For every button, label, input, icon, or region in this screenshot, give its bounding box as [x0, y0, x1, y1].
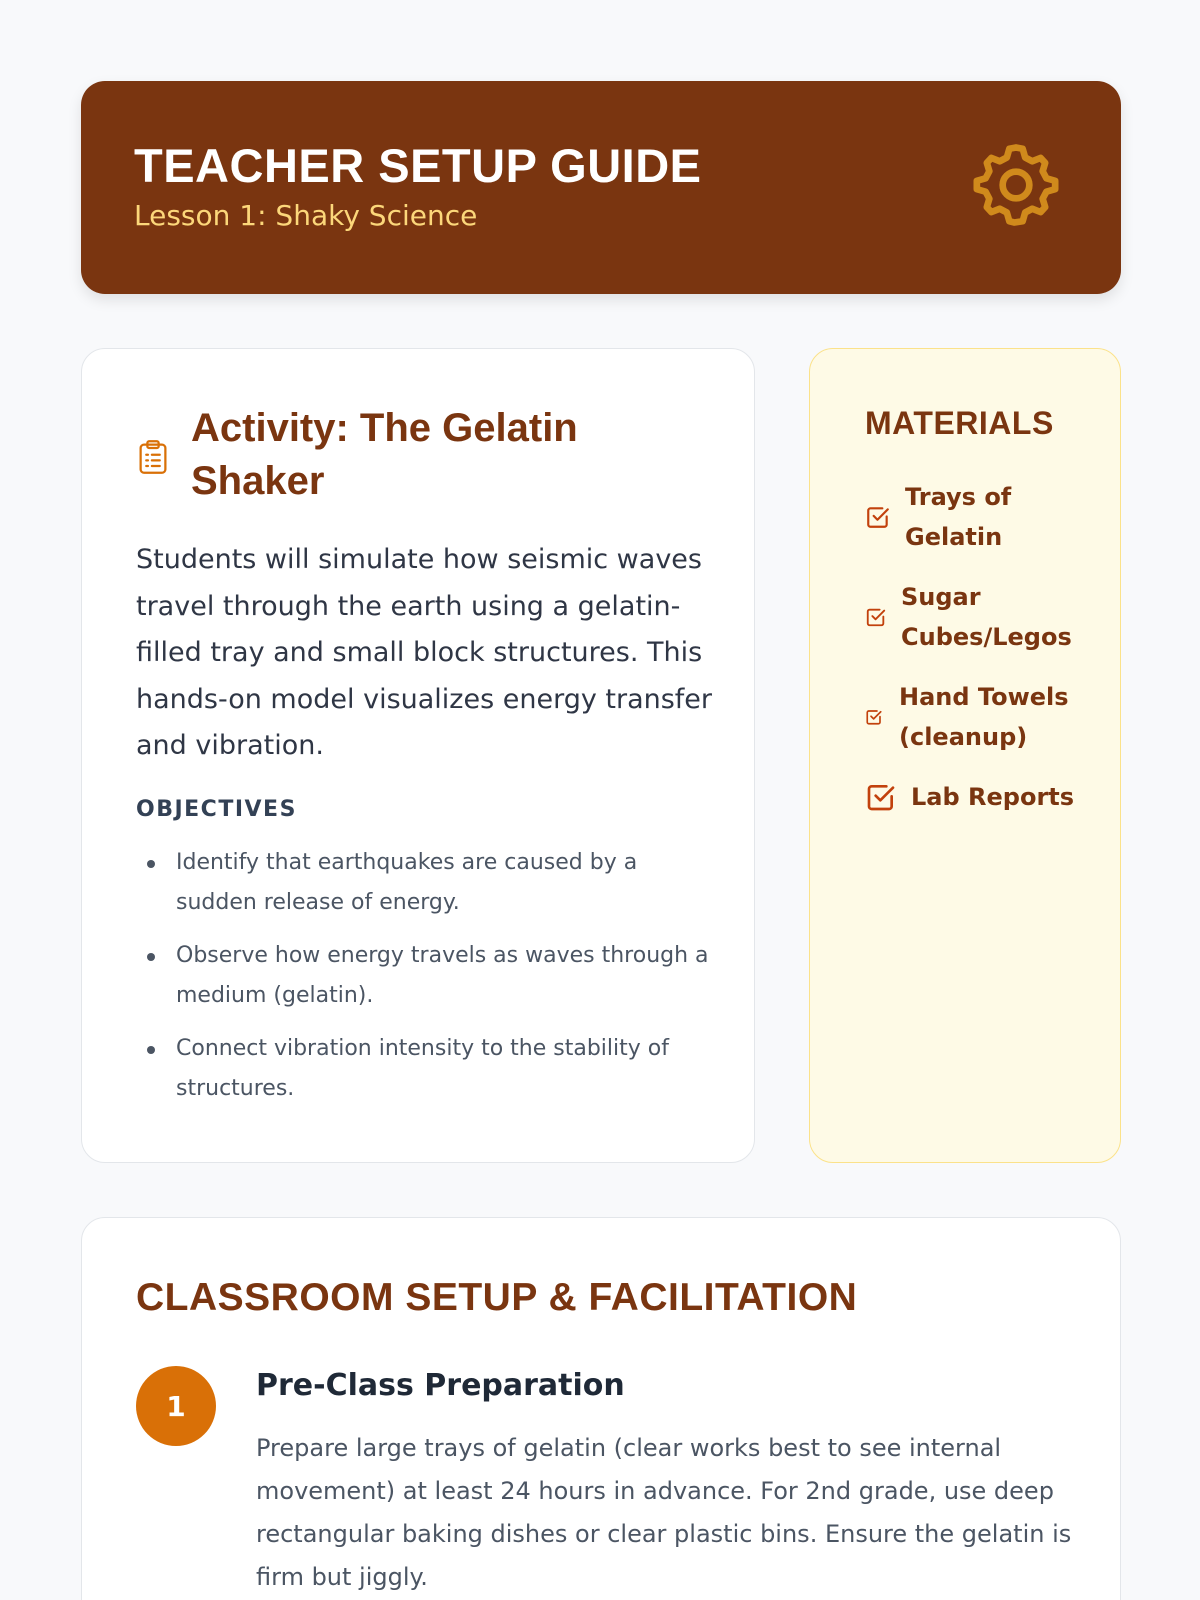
step-number-badge: 1 — [136, 1366, 216, 1446]
header-banner — [81, 81, 1121, 294]
setup-title: CLASSROOM SETUP & FACILITATION — [136, 1276, 858, 1319]
activity-card — [81, 348, 755, 1163]
checkbox-icon — [865, 504, 891, 530]
page-title: TEACHER SETUP GUIDE — [134, 139, 702, 192]
activity-description: Students will simulate how seismic waves travel through the earth using a gelatin-filled tray and small block structures. This hands-on model visualizes energy transfer and vibration. — [136, 544, 713, 761]
step-text: Prepare large trays of gelatin (clear works best to see internal movement) at least 24 hours in advance. For 2nd grade, use deep rectangular baking dishes or clear plastic bins. Ensure the gelatin is firm but jiggly. — [256, 1434, 1072, 1591]
materials-item — [865, 677, 1069, 757]
bullet-icon — [147, 1046, 155, 1054]
objective-text: Observe how energy travels as waves through a medium (gelatin). — [176, 943, 709, 1008]
materials-item-label: Trays of Gelatin — [905, 483, 1012, 551]
bullet-icon — [147, 860, 155, 868]
materials-card — [809, 348, 1121, 1163]
materials-item — [865, 577, 1071, 657]
activity-title: Activity: The Gelatin Shaker — [191, 406, 578, 503]
lesson-subtitle: Lesson 1: Shaky Science — [134, 199, 478, 232]
checkbox-icon — [865, 606, 887, 628]
objective-item — [136, 1029, 716, 1109]
objectives-list — [136, 843, 716, 1122]
objective-text: Identify that earthquakes are caused by a sudden release of energy. — [176, 850, 638, 915]
objective-item — [136, 936, 716, 1016]
materials-title: MATERIALS — [865, 405, 1054, 441]
checkbox-icon — [865, 781, 897, 813]
setup-card — [81, 1217, 1121, 1600]
materials-item — [865, 777, 1074, 817]
objective-item — [136, 843, 716, 923]
materials-item — [865, 477, 1025, 557]
materials-item-label: Hand Towels (cleanup) — [899, 683, 1069, 751]
step-title: Pre-Class Preparation — [256, 1368, 625, 1403]
materials-item-label: Lab Reports — [911, 783, 1075, 811]
checkbox-icon — [865, 708, 883, 726]
gear-icon — [966, 135, 1066, 235]
bullet-icon — [147, 953, 155, 961]
objective-text: Connect vibration intensity to the stability of structures. — [176, 1036, 669, 1101]
materials-item-label: Sugar Cubes/Legos — [901, 583, 1072, 651]
objectives-heading: OBJECTIVES — [136, 797, 297, 822]
clipboard-icon — [137, 439, 169, 475]
